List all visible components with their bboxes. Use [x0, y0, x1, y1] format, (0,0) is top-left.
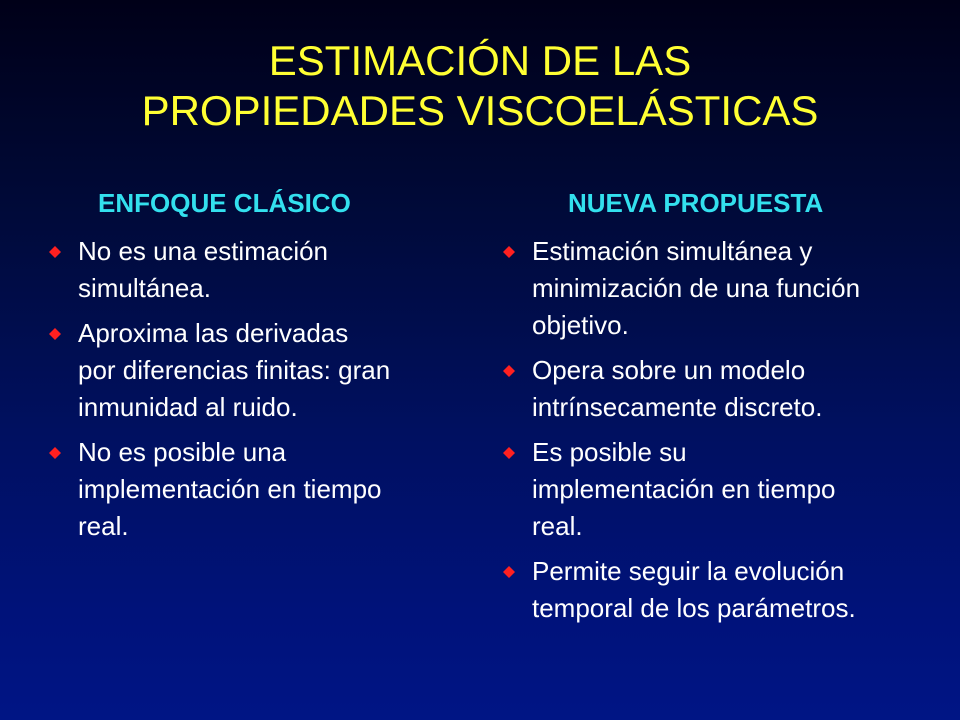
diamond-bullet-icon — [503, 566, 515, 578]
title-line-1: ESTIMACIÓN DE LAS — [268, 37, 692, 84]
diamond-bullet-icon — [503, 365, 515, 377]
left-bullet-text-1: No es una estimación simultánea. — [78, 236, 329, 303]
diamond-bullet-icon — [503, 447, 515, 459]
diamond-bullet-icon — [49, 246, 61, 258]
left-bullet-text-3: No es posible una implementación en tiempo real. — [78, 437, 382, 541]
left-bullet-item-2 — [46, 315, 466, 426]
right-bullet-item-1 — [500, 233, 950, 344]
slide-title — [0, 36, 960, 136]
right-bullet-text-3: Es posible su implementación en tiempo real. — [532, 437, 836, 541]
right-bullet-list — [500, 233, 950, 635]
title-line-2: PROPIEDADES VISCOELÁSTICAS — [141, 87, 819, 134]
right-bullet-text-1: Estimación simultánea y minimización de una función objetivo. — [532, 236, 861, 340]
right-bullet-text-2: Opera sobre un modelo intrínsecamente discreto. — [532, 355, 823, 422]
right-column-heading: NUEVA PROPUESTA — [568, 188, 824, 218]
left-bullet-item-3 — [46, 434, 466, 545]
diamond-bullet-icon — [49, 328, 61, 340]
right-bullet-item-2 — [500, 352, 950, 426]
left-column-heading: ENFOQUE CLÁSICO — [98, 188, 351, 218]
left-bullet-list — [46, 233, 466, 553]
right-bullet-item-4 — [500, 553, 950, 627]
diamond-bullet-icon — [503, 246, 515, 258]
left-bullet-text-2: Aproxima las derivadas por diferencias finitas: gran inmunidad al ruido. — [78, 318, 391, 422]
right-bullet-text-4: Permite seguir la evolución temporal de los parámetros. — [532, 556, 856, 623]
left-bullet-item-1 — [46, 233, 466, 307]
right-bullet-item-3 — [500, 434, 950, 545]
diamond-bullet-icon — [49, 447, 61, 459]
